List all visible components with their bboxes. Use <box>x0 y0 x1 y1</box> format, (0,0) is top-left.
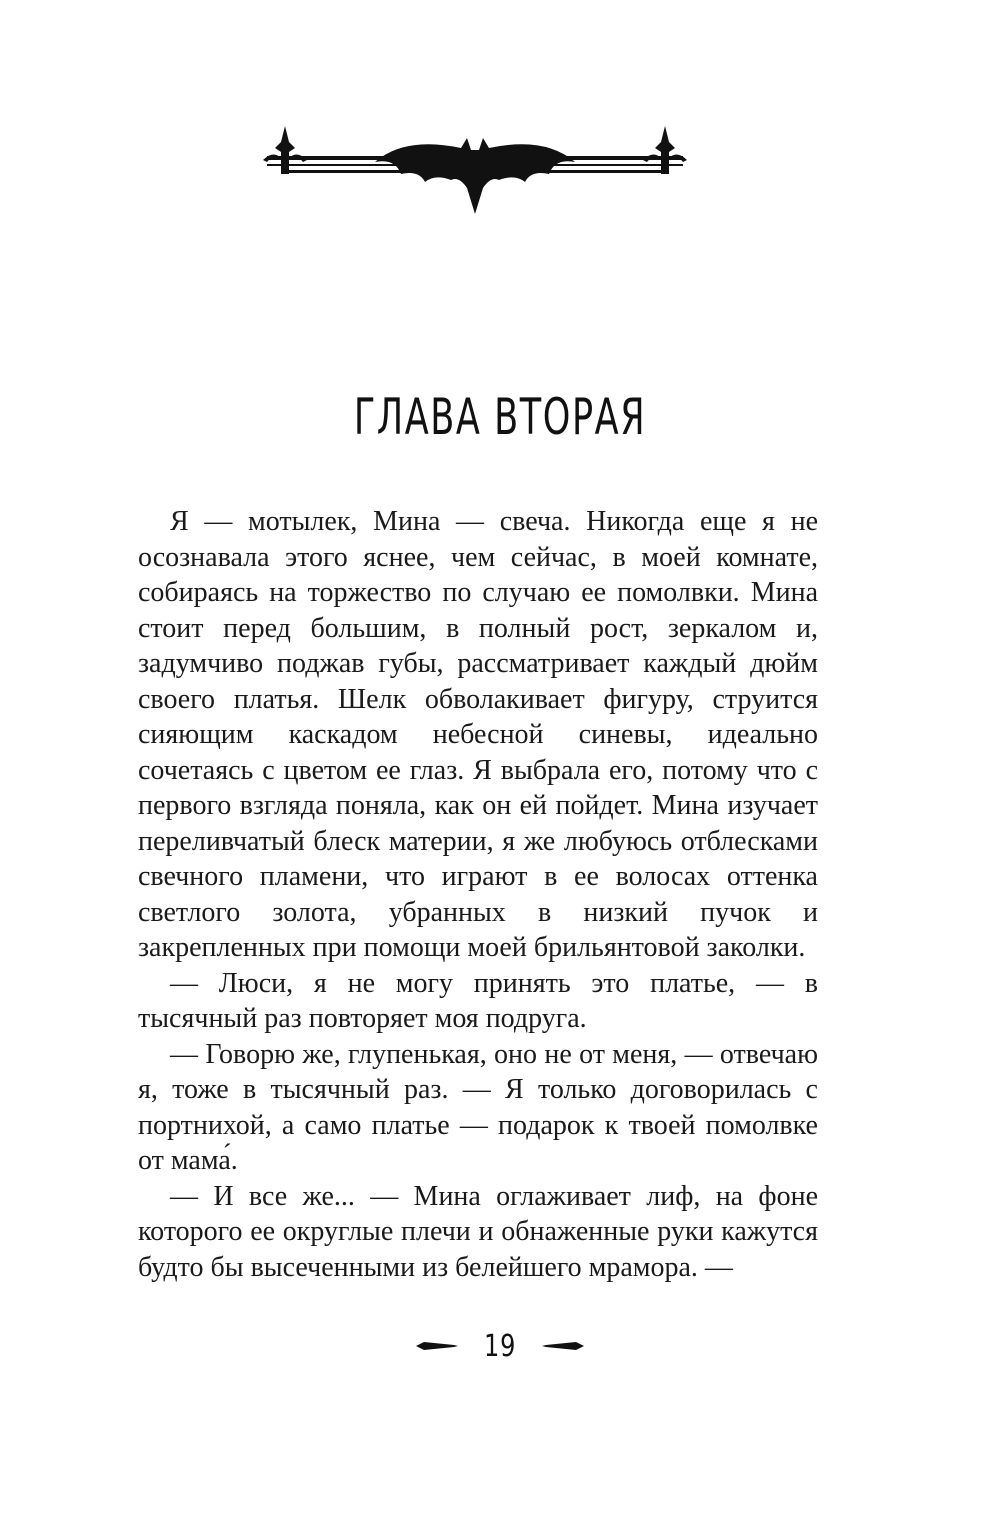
paragraph: — И все же... — Мина оглаживает лиф, на фоне которого ее округлые плечи и обнаженные руки кажутся будто бы высеченными из белейшего мрамора. — <box>138 1180 818 1283</box>
dash-ornament-icon <box>414 1340 460 1352</box>
paragraph: — Говорю же, глупенькая, оно не от меня, — отвечаю я, тоже в тысячный раз. — Я только договорилась с портнихой, а само платье — подарок к твоей помолвке от мама́. <box>138 1038 818 1176</box>
chapter-body <box>138 504 818 1285</box>
paragraph: Я — мотылек, Мина — свеча. Никогда еще я не осознавала этого яснее, чем сейчас, в моей комнате, собираясь на торжество по случаю ее помолвки. Мина стоит перед большим, в полный рост, зеркалом и, задумчиво поджав губы, рассматривает каждый дюйм своего платья. Шелк обволакивает фигуру, струится сияющим каскадом небесной синевы, идеально сочетаясь с цветом ее глаз. Я выбрала его, потому что с первого взгляда поняла, как он ей пойдет. Мина изучает переливчатый блеск материи, я же любуюсь отблесками свечного пламени, что играют в ее волосах оттенка светлого золота, убранных в низкий пучок и закрепленных при помощи моей брильянтовой заколки. <box>138 506 818 963</box>
chapter-title: ГЛАВА ВТОРАЯ <box>353 388 647 446</box>
page-footer <box>0 1326 1000 1366</box>
page-number: 19 <box>483 1328 517 1364</box>
paragraph: — Люси, я не могу принять это платье, — в тысячный раз повторяет моя подруга. <box>138 967 818 1034</box>
dash-ornament-icon <box>540 1340 586 1352</box>
bat-ornament-icon <box>255 118 695 218</box>
